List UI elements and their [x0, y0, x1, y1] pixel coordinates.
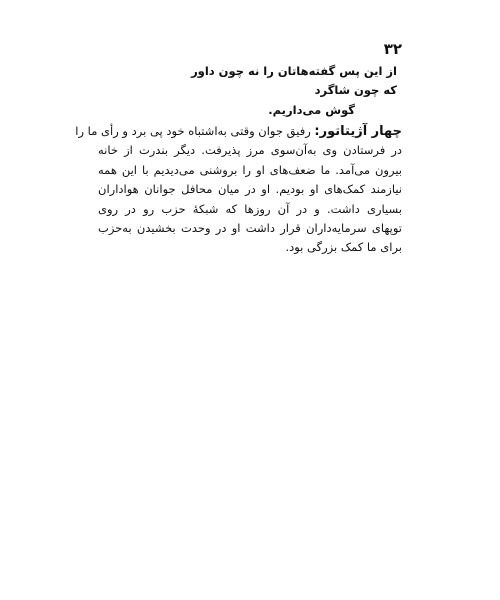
paragraph-line-7: برای ما کمک بزرگی بود. — [285, 240, 402, 255]
paragraph-line-1-text: رفیق جوان وقتی به‌اشتباه خود پی برد و رأی ما را — [75, 124, 311, 138]
verse-line-3: گوش می‌داریم. — [268, 103, 355, 117]
paragraph-line-3: بیرون می‌آمد. ما ضعف‌های او را بروشنی می‌دیدیم با این همه — [98, 162, 402, 177]
verse-line-1: از این پس گفته‌هاتان را نه چون داور — [191, 64, 397, 78]
paragraph-line-6: توپهای سرمایه‌داران قرار داشت او در وحدت بخشیدن به‌حزب — [98, 221, 402, 236]
paragraph-line-1 — [75, 122, 402, 141]
paragraph-line-4: نیازمند کمک‌های او بودیم. او در میان محافل جوانان هواداران — [98, 182, 402, 197]
page-number: ۳۲ — [383, 40, 402, 58]
paragraph-line-5: بسیاری داشت. و در آن روزها که شبکهٔ حزب رو در روی — [98, 201, 402, 216]
body-paragraph — [75, 122, 402, 258]
speaker-label: چهار آژیتاتور: — [314, 124, 402, 139]
paragraph-line-2: در فرستادن وی به‌آن‌سوی مرز پذیرفت. دیگر بندرت از خانه — [98, 143, 402, 158]
verse-line-2: که چون شاگرد — [314, 83, 397, 97]
